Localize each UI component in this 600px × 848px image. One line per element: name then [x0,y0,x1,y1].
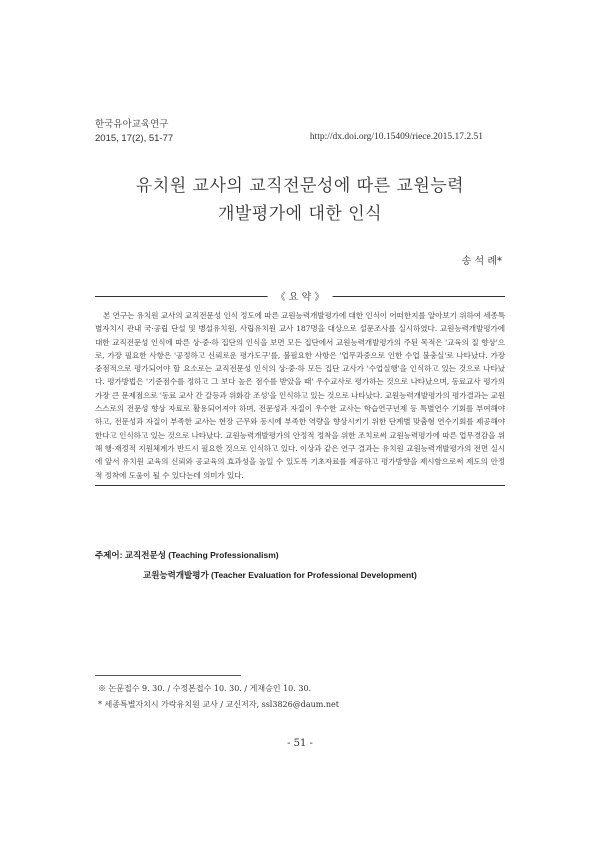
footnote-affiliation: * 세종특별자치시 가락유치원 교사 / 교신저자, ssl3826@daum.net [98,700,340,709]
footnote-dates: ※ 논문접수 9. 30. / 수정본접수 10. 30. / 게재승인 10. 30. [98,684,312,693]
footnotes [98,681,339,713]
abstract-body: 본 연구는 유치원 교사의 교직전문성 인식 정도에 따른 교원능력개발평가에 대한 인식이 어떠한지를 알아보기 위하여 세종특별자치시 관내 국·공립 단설 및 병설유치원, 사립유치원 교사 187명을 대상으로 설문조사를 실시하였다. 교원능력개발평가에 대한 교직전문성 인식에 따른 상·중·하 집단의 인식을 보면 모든 집단에서 교원능력개발평가의 주된 목적은 '교육의 질 향상'으로, 가장 필요한 사항은 '공정하고 신뢰로운 평가도구'를, 불필요한 사항은 '업무과중으로 인한 수업 불충실'로 나타났다. 가장 중점적으로 평가되어야 할 요소로는 교직전문성 인식의 상·중·하 모든 집단 교사가 '수업실행'을 인식하고 있는 것으로 나타났다. 평가방법은 '기준점수를 정하고 그 보다 높은 점수를 받았을 때' 우수교사로 평가하는 것으로 나타났으며, 동료교사 평가의 가장 큰 문제점으로 '동료 교사 간 갈등과 위화감 조성'을 인식하고 있는 것으로 나타났다. 교원능력개발평가의 평가결과는 교원 스스로의 전문성 향상 자료로 활용되어져야 하며, 전문성과 자질이 우수한 교사는 학습연구년제 등 특별연수 기회를 부여해야 하고, 전문성과 자질이 부족한 교사는 현장 근무와 동시에 부족한 역량을 향상시키기 위한 단계별 맞춤형 연수기회를 제공해야 한다고 인식하고 있는 것으로 나타났다. 교원능력개발평가의 안정적 정착을 위한 조치로써 교원능력평가에 따른 업무경감을 위해 행·재정적 지원체계가 반드시 필요한 것으로 인식하고 있다. 이상과 같은 연구 결과는 유치원 교원능력개발평가의 전면 실시에 앞서 유치원 교육의 신뢰와 공교육의 효과성을 높일 수 있도록 기초자료를 제공하고 평가방향을 제시함으로써 제도의 안정적 정착에 도움이 될 수 있다는데 의미가 있다. [95,311,506,480]
keyword-1: 교직전문성 (Teaching Professionalism) [124,550,279,560]
footnote-divider [95,675,241,676]
paper-title [95,172,505,228]
keyword-2: 교원능력개발평가 (Teacher Evaluation for Professional Development) [143,570,417,580]
keywords-label: 주제어: [95,550,123,560]
page-number: - 51 - [287,738,313,749]
abstract-section [95,292,506,486]
keywords [95,545,417,585]
title-line-1: 유치원 교사의 교직전문성에 따른 교원능력 [135,176,465,196]
author-name: 송 석 례* [461,256,502,267]
journal-header [95,118,173,146]
journal-name: 한국유아교육연구 [95,119,169,130]
abstract-heading: 《 요 약 》 [268,288,333,303]
journal-citation: 2015, 17(2), 51-77 [95,133,174,144]
doi-link[interactable]: http://dx.doi.org/10.15409/riece.2015.17.2.51 [309,132,483,142]
title-line-2: 개발평가에 대한 인식 [217,204,383,224]
